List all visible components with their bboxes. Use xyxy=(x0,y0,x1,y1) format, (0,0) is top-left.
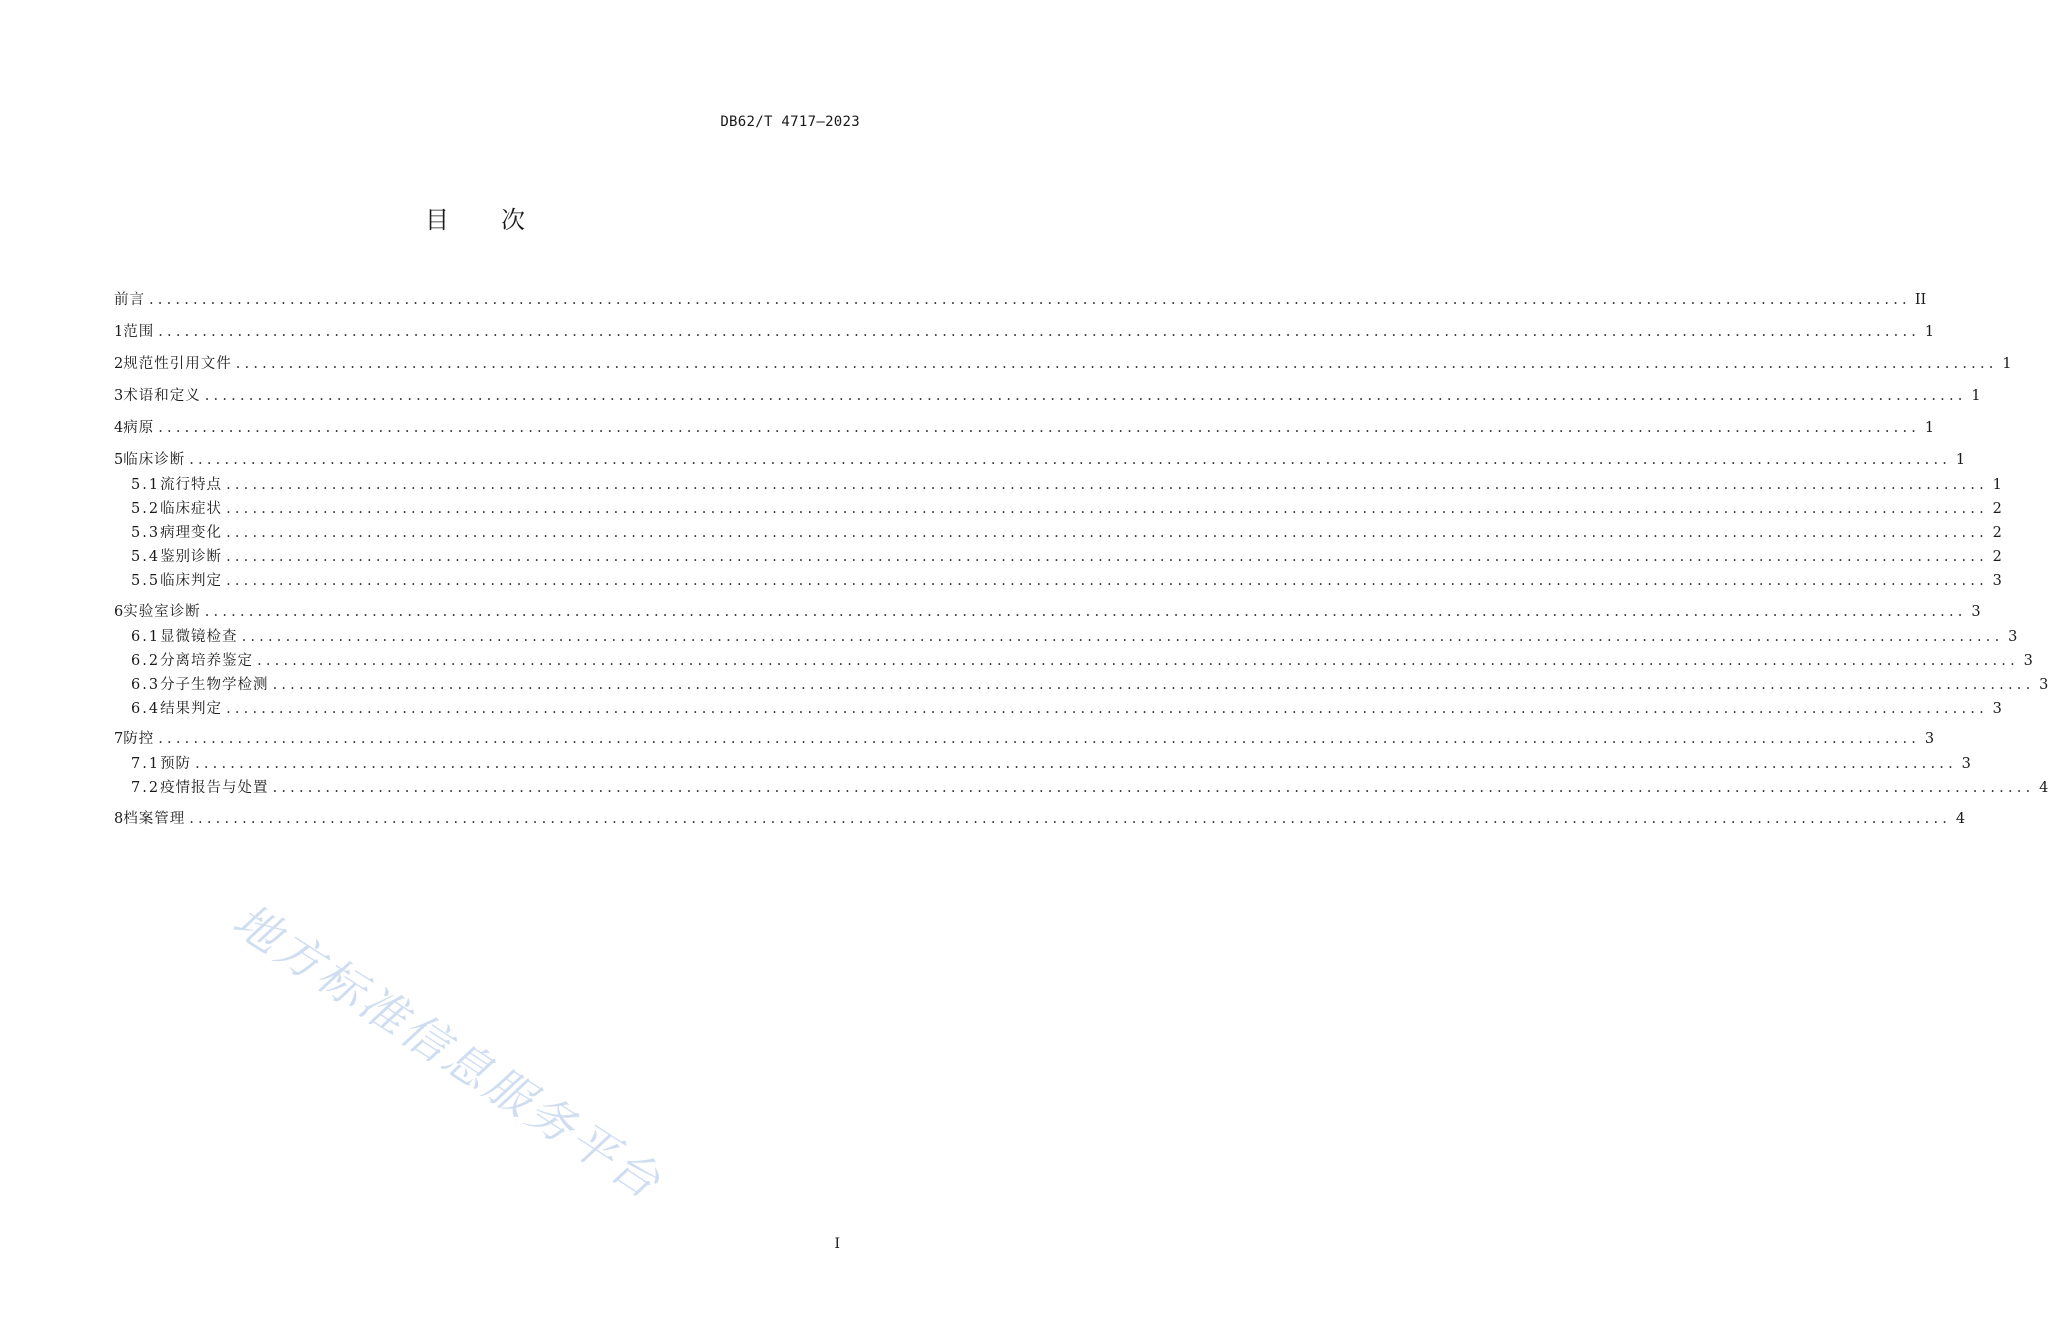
toc-leader-dots: ........................................................................................................................................................................................................ xyxy=(189,811,1952,827)
toc-entry-page: 3 xyxy=(2023,653,2033,669)
toc-entry-label: 规范性引用文件 xyxy=(123,356,232,372)
toc-leader-dots: ........................................................................................................................................................................................................ xyxy=(226,549,1988,565)
toc-leader-dots: ........................................................................................................................................................................................................ xyxy=(257,653,2019,669)
toc-entry-number: 5.3 xyxy=(131,525,161,541)
toc-entry-number: 6 xyxy=(114,604,124,620)
toc-leader-dots: ........................................................................................................................................................................................................ xyxy=(226,525,1988,541)
toc-entry-page: 2 xyxy=(1992,549,2002,565)
toc-leader-dots: ........................................................................................................................................................................................................ xyxy=(272,677,2035,693)
toc-entry-page: 3 xyxy=(1924,731,1935,747)
toc-entry-label: 前言 xyxy=(114,292,145,308)
toc-entry-page: 4 xyxy=(2039,780,2048,796)
toc-entry[interactable] xyxy=(131,522,2002,544)
toc-leader-dots: ........................................................................................................................................................................................................ xyxy=(158,731,1921,747)
toc-entry[interactable] xyxy=(131,777,2048,799)
toc-entry-number: 6.2 xyxy=(131,653,161,669)
toc-entry-label: 防控 xyxy=(123,731,155,747)
toc-leader-dots: ........................................................................................................................................................................................................ xyxy=(158,420,1921,436)
toc-entry[interactable] xyxy=(131,626,2018,648)
toc-entry-label: 档案管理 xyxy=(123,811,186,827)
toc-entry[interactable] xyxy=(114,601,1981,623)
toc-entry-label: 临床诊断 xyxy=(123,452,186,468)
toc-entry-page: 2 xyxy=(1992,525,2002,541)
toc-leader-dots: ........................................................................................................................................................................................................ xyxy=(195,756,1957,772)
toc-entry-page: 4 xyxy=(1955,811,1966,827)
toc-entry-label: 术语和定义 xyxy=(123,388,201,404)
toc-entry-label: 病理变化 xyxy=(160,525,223,541)
toc-leader-dots: ........................................................................................................................................................................................................ xyxy=(235,356,1998,372)
toc-entry-page: 3 xyxy=(1992,701,2002,717)
toc-entry-number: 5.4 xyxy=(131,549,161,565)
toc-entry[interactable] xyxy=(131,498,2002,520)
toc-entry[interactable] xyxy=(114,321,1935,343)
toc-entry-page: 1 xyxy=(1924,420,1935,436)
toc-entry[interactable] xyxy=(114,385,1981,407)
toc-entry-number: 7.1 xyxy=(131,756,161,772)
page-number: I xyxy=(834,1236,840,1252)
toc-entry-label: 临床症状 xyxy=(160,501,223,517)
toc-entry-label: 流行特点 xyxy=(160,477,223,493)
toc-entry-label: 结果判定 xyxy=(160,701,223,717)
toc-entry-page: 3 xyxy=(1961,756,1971,772)
toc-entry-label: 临床判定 xyxy=(160,573,223,589)
toc-entry-label: 预防 xyxy=(160,756,192,772)
toc-entry-number: 4 xyxy=(114,420,124,436)
toc-leader-dots: ........................................................................................................................................................................................................ xyxy=(189,452,1952,468)
toc-entry[interactable] xyxy=(131,698,2002,720)
toc-entry-number: 1 xyxy=(114,324,124,340)
toc-entry-page: 3 xyxy=(1971,604,1981,620)
toc-leader-dots: ........................................................................................................................................................................................................ xyxy=(226,477,1988,493)
toc-leader-dots: ........................................................................................................................................................................................................ xyxy=(226,501,1988,517)
toc-entry-number: 6.1 xyxy=(131,629,161,645)
toc-entry-label: 实验室诊断 xyxy=(123,604,201,620)
toc-entry[interactable] xyxy=(131,570,2002,592)
toc-entry-page: 1 xyxy=(2002,356,2012,372)
toc-entry-number: 5.2 xyxy=(131,501,161,517)
toc-entry[interactable] xyxy=(131,753,1971,775)
toc-leader-dots: ........................................................................................................................................................................................................ xyxy=(226,573,1988,589)
toc-entry-page: 1 xyxy=(1955,452,1966,468)
toc-entry[interactable] xyxy=(114,728,1935,750)
toc-entry-page: II xyxy=(1914,292,1927,308)
toc-entry-number: 3 xyxy=(114,388,124,404)
toc-leader-dots: ........................................................................................................................................................................................................ xyxy=(241,629,2004,645)
toc-entry-label: 病原 xyxy=(123,420,155,436)
toc-entry-label: 分离培养鉴定 xyxy=(160,653,254,669)
toc-entry-number: 5 xyxy=(114,452,124,468)
toc-entry-page: 1 xyxy=(1992,477,2002,493)
toc-entry-number: 6.4 xyxy=(131,701,161,717)
document-code: DB62/T 4717—2023 xyxy=(720,114,860,130)
watermark: 地方标准信息服务平台 xyxy=(223,892,673,1211)
toc-entry[interactable] xyxy=(114,449,1966,471)
toc-entry-page: 2 xyxy=(1992,501,2002,517)
toc-leader-dots: ........................................................................................................................................................................................................ xyxy=(204,604,1967,620)
toc-entry[interactable] xyxy=(114,808,1966,830)
toc-title: 目次 xyxy=(425,206,577,234)
toc-entry-page: 3 xyxy=(2039,677,2048,693)
toc-entry-number: 6.3 xyxy=(131,677,161,693)
toc-entry[interactable] xyxy=(131,474,2002,496)
toc-leader-dots: ........................................................................................................................................................................................................ xyxy=(158,324,1921,340)
toc-entry[interactable] xyxy=(114,353,2012,375)
toc-entry-number: 8 xyxy=(114,811,124,827)
toc-entry-page: 1 xyxy=(1924,324,1935,340)
toc-entry[interactable] xyxy=(131,674,2048,696)
toc-leader-dots: ........................................................................................................................................................................................................ xyxy=(226,701,1988,717)
toc-entry-page: 1 xyxy=(1971,388,1981,404)
toc-entry-label: 疫情报告与处置 xyxy=(160,780,269,796)
toc-entry-page: 3 xyxy=(2008,629,2018,645)
toc-entry[interactable] xyxy=(114,289,1927,311)
toc-leader-dots: ........................................................................................................................................................................................................ xyxy=(204,388,1967,404)
toc-entry-label: 显微镜检查 xyxy=(160,629,238,645)
toc-entry-number: 2 xyxy=(114,356,124,372)
toc-entry[interactable] xyxy=(114,417,1935,439)
toc-entry-label: 鉴别诊断 xyxy=(160,549,223,565)
toc-entry[interactable] xyxy=(131,650,2033,672)
toc-entry-number: 7 xyxy=(114,731,124,747)
toc-entry[interactable] xyxy=(131,546,2002,568)
toc-entry-number: 5.5 xyxy=(131,573,161,589)
toc-entry-number: 7.2 xyxy=(131,780,161,796)
toc-entry-page: 3 xyxy=(1992,573,2002,589)
toc-leader-dots: ........................................................................................................................................................................................................ xyxy=(149,292,1911,308)
toc-leader-dots: ........................................................................................................................................................................................................ xyxy=(272,780,2035,796)
toc-entry-label: 范围 xyxy=(123,324,155,340)
toc-entry-label: 分子生物学检测 xyxy=(160,677,269,693)
toc-entry-number: 5.1 xyxy=(131,477,161,493)
